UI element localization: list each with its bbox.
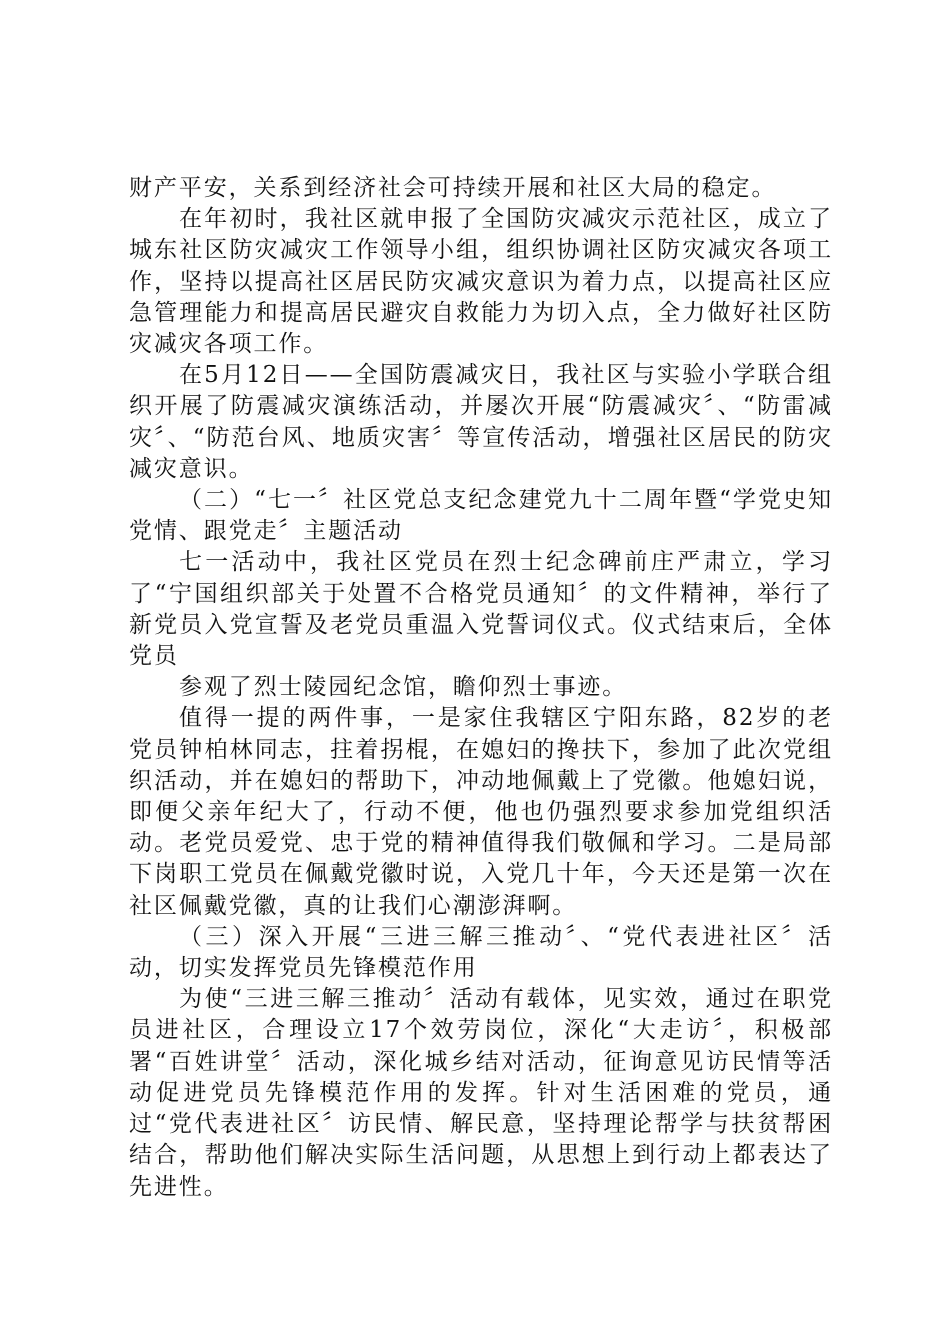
paragraph-4: 七一活动中，我社区党员在烈士纪念碑前庄严肃立，学习了“宁国组织部关于处置不合格党员通知〞的文件精神，举行了新党员入党宣誓及老党员重温入党誓词仪式。仪式结束后，全体党员 <box>129 549 833 670</box>
paragraph-7: 为使“三进三解三推动〞活动有载体，见实效，通过在职党员进社区，合理设立17个效劳岗位，深化“大走访〞，积极部署“百姓讲堂〞活动，深化城乡结对活动，征询意见访民情等活动促进党员先锋模范作用的发挥。针对生活困难的党员，通过“党代表进社区〞访民情、解民意，坚持理论帮学与扶贫帮困结合，帮助他们解决实际生活问题，从思想上到行动上都表达了先进性。 <box>129 986 833 1200</box>
paragraph-3: 在5月12日——全国防震减灾日，我社区与实验小学联合组织开展了防震减灾演练活动，并屡次开展“防震减灾〞、“防雷减灾〞、“防范台风、地质灾害〞等宣传活动，增强社区居民的防灾减灾意识。 <box>129 362 833 482</box>
section-heading-3: （三）深入开展“三进三解三推动〞、“党代表进社区〞活动，切实发挥党员先锋模范作用 <box>129 923 833 982</box>
document-page <box>129 173 833 1203</box>
section-heading-2: （二）“七一〞社区党总支纪念建党九十二周年暨“学党史知党情、跟党走〞主题活动 <box>129 487 833 545</box>
paragraph-6: 值得一提的两件事，一是家住我辖区宁阳东路，82岁的老党员钟柏林同志，拄着拐棍，在媳妇的搀扶下，参加了此次党组织活动，并在媳妇的帮助下，冲动地佩戴上了党徽。他媳妇说，即便父亲年纪大了，行动不便，他也仍强烈要求参加党组织活动。老党员爱党、忠于党的精神值得我们敬佩和学习。二是局部下岗职工党员在佩戴党徽时说，入党几十年，今天还是第一次在社区佩戴党徽，真的让我们心潮澎湃啊。 <box>129 705 833 919</box>
paragraph-2: 在年初时，我社区就申报了全国防灾减灾示范社区，成立了城东社区防灾减灾工作领导小组，组织协调社区防灾减灾各项工作，坚持以提高社区居民防灾减灾意识为着力点，以提高社区应急管理能力和提高居民避灾自救能力为切入点，全力做好社区防灾减灾各项工作。 <box>129 206 833 358</box>
paragraph-5: 参观了烈士陵园纪念馆，瞻仰烈士事迹。 <box>179 674 628 701</box>
paragraph-1: 财产平安，关系到经济社会可持续开展和社区大局的稳定。 <box>129 175 777 201</box>
